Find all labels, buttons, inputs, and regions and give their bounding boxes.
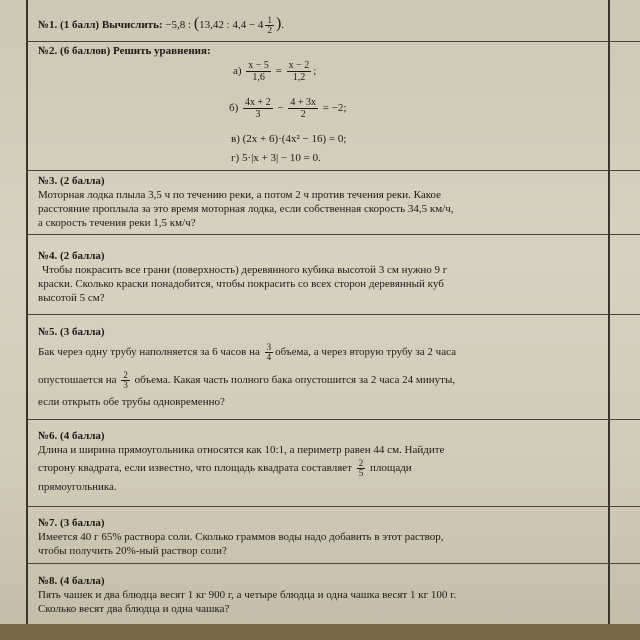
equation-g: г) 5·|x + 3| − 10 = 0. (231, 152, 321, 164)
problem-8-line: Сколько весят два блюдца и одна чашка? (38, 603, 230, 615)
problem-3-line: расстояние проплыла за это время моторная лодка, если собственная скорость 34,5 км/ч, (38, 203, 454, 215)
problem-8-line: Пять чашек и два блюдца весят 1 кг 900 г, а четыре блюдца и одна чашка весят 1 кг 100 г. (38, 589, 457, 601)
problem-3-line: Моторная лодка плыла 3,5 ч по течению реки, а потом 2 ч против течения реки. Какое (38, 189, 442, 201)
problem-5 (38, 325, 558, 409)
problem-4-line: краски. Сколько краски понадобится, чтобы покрасить со всех сторон деревянный куб (38, 278, 444, 290)
problem-2-title: №2. (6 баллов) (38, 45, 111, 57)
problem-5-line: Бак через одну трубу наполняется за 6 часов на $\frac{3}{4}$ объема, а через вторую трубу за 2 часа (38, 342, 456, 362)
problem-1-expr-b: 13,42 : 4,4 − 4 (199, 19, 264, 32)
equation-v: в) (2x + 6)·(4x² − 16) = 0; (231, 133, 347, 145)
problem-8 (38, 574, 558, 616)
margin-line-left (26, 0, 28, 640)
problem-4-line: высотой 5 см? (38, 292, 105, 304)
problem-7-line: чтобы получить 20%-ный раствор соли? (38, 545, 227, 557)
problem-7-title: №7. (3 балла) (38, 517, 105, 529)
equation-b: б) $\frac{4x + 2}{3}$ − $\frac{4 + 3x}{2}$ = −2; (229, 97, 347, 120)
margin-line-right (608, 0, 610, 640)
problem-6-title: №6. (4 балла) (38, 430, 105, 442)
problem-1-fraction: $\frac{1}{2}$ (267, 15, 272, 35)
equation-a: а) $\frac{x - 5}{1,6}$ = $\frac{x - 2}{1,2}$ ; (233, 60, 317, 83)
problem-1: №1. (1 балл) Вычислить: −5,8 : (13,42 : 4,4 − 4 $\frac{1}{2}$ ). (38, 15, 285, 35)
separator (26, 506, 640, 507)
problem-5-line: опустошается на $\frac{2}{3}$ объема. Какая часть полного бака опустошится за 2 часа 24 минуты, (38, 370, 456, 390)
table-edge (0, 624, 640, 640)
problem-6-line: сторону квадрата, если известно, что площадь квадрата составляет $\frac{2}{5}$ площади (38, 458, 412, 478)
problem-7 (38, 516, 558, 558)
problem-6-line: Длина и ширина прямоугольника относятся как 10:1, а периметр равен 44 см. Найдите (38, 444, 445, 456)
problem-5-line: если открыть обе трубы одновременно? (38, 396, 225, 408)
separator (26, 314, 640, 315)
problem-5-title: №5. (3 балла) (38, 326, 105, 338)
problem-4-line: Чтобы покрасить все грани (поверхность) деревянного кубика высотой 3 см нужно 9 г (42, 264, 448, 276)
problem-1-task: Вычислить: (101, 19, 163, 32)
separator (26, 419, 640, 420)
problem-1-title: №1. (1 балл) (38, 19, 100, 32)
problem-6-line: прямоугольника. (38, 481, 117, 493)
problem-4 (38, 249, 558, 305)
problem-3-line: а скорость течения реки 1,5 км/ч? (38, 217, 196, 229)
problem-4-title: №4. (2 балла) (38, 250, 105, 262)
problem-2 (38, 44, 558, 58)
problem-3 (38, 174, 558, 230)
problem-6 (38, 429, 558, 494)
problem-1-expr-a: −5,8 : (165, 19, 194, 32)
problem-8-title: №8. (4 балла) (38, 575, 105, 587)
problem-2-task: Решить уравнения: (113, 45, 211, 57)
problem-1-end: . (281, 19, 285, 32)
separator (26, 563, 640, 564)
separator (26, 234, 640, 235)
problem-3-title: №3. (2 балла) (38, 175, 105, 187)
problem-7-line: Имеется 40 г 65% раствора соли. Сколько граммов воды надо добавить в этот раствор, (38, 531, 444, 543)
separator (26, 41, 640, 42)
separator (26, 170, 640, 171)
